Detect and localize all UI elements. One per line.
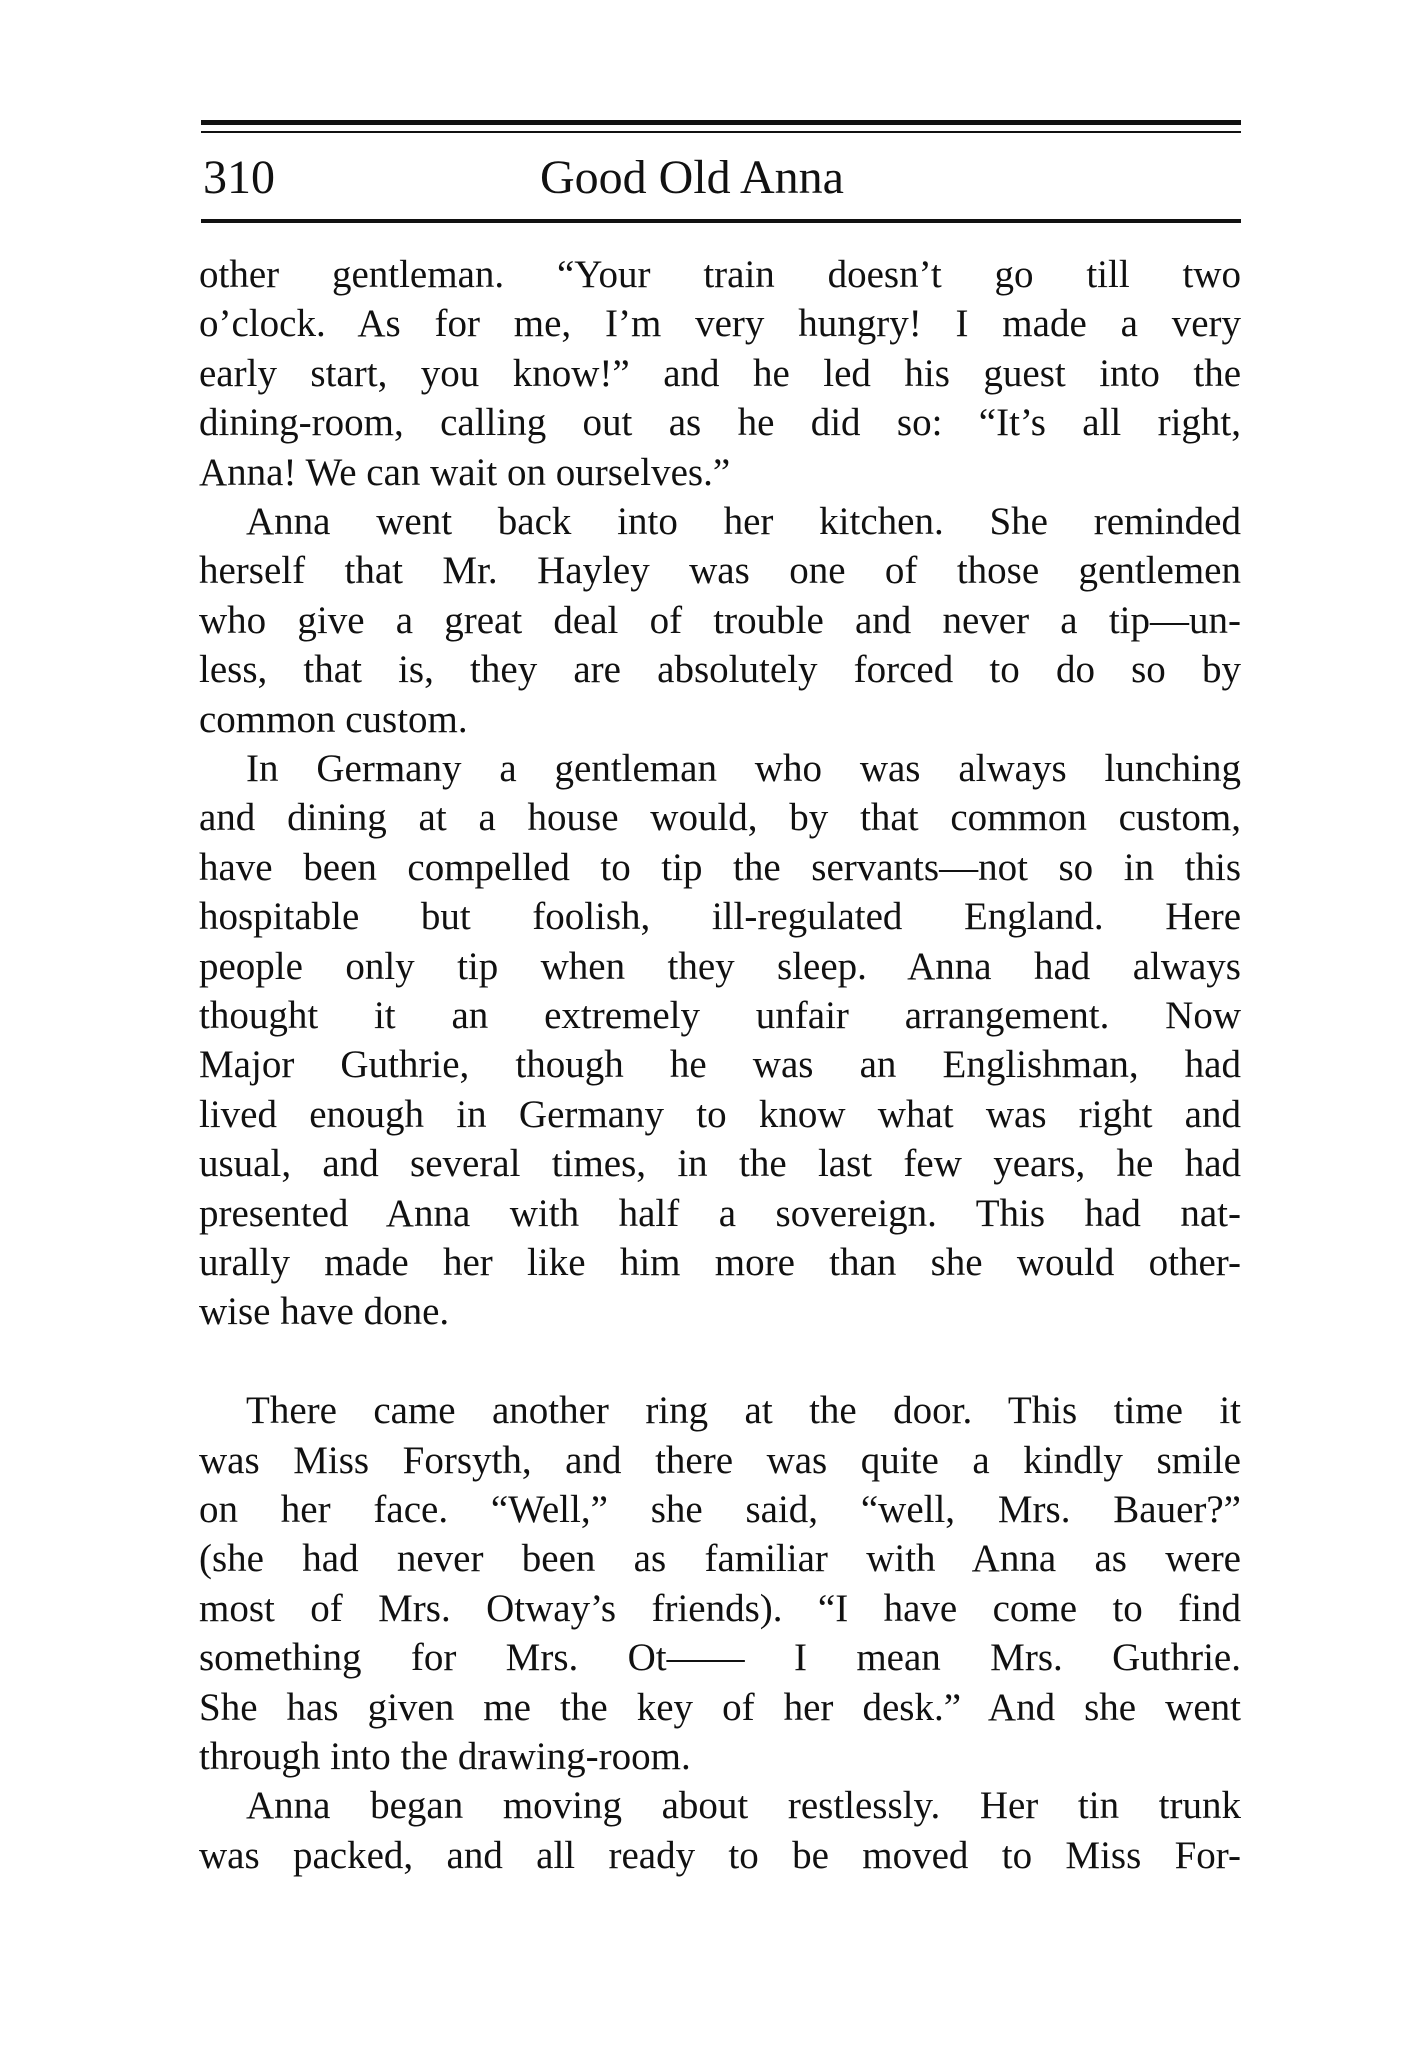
text-line: In Germany a gentleman who was always lunching [246,747,1241,790]
text-line: o’clock. As for me, I’m very hungry! I made a very [199,302,1241,346]
text-line: people only tip when they sleep. Anna had always [199,944,1241,988]
text-line: dining-room, calling out as he did so: “It’s all right, [199,401,1241,445]
text-line: and dining at a house would, by that common custom, [199,796,1241,840]
header-rule-thick [201,120,1241,125]
text-line: have been compelled to tip the servants—not so in this [199,845,1241,889]
text-line: urally made her like him more than she would other- [199,1241,1241,1284]
text-line: hospitable but foolish, ill-regulated England. Here [199,895,1241,939]
text-line: was packed, and all ready to be moved to Miss For- [199,1833,1241,1877]
header-rule-thin [201,131,1241,133]
text-line: usual, and several times, in the last few years, he had [199,1142,1241,1186]
text-line: Anna began moving about restlessly. Her tin trunk [246,1784,1241,1828]
header-underline [201,219,1241,223]
text-line: through into the drawing-room. [199,1735,691,1778]
text-line: early start, you know!” and he led his guest into the [199,351,1241,395]
text-line: Major Guthrie, though he was an Englishman, had [199,1043,1241,1087]
page-number: 310 [203,151,275,204]
running-title: Good Old Anna [540,151,844,204]
text-line: most of Mrs. Otway’s friends). “I have come to find [199,1586,1241,1630]
text-line: on her face. “Well,” she said, “well, Mrs. Bauer?” [199,1488,1241,1531]
text-line: was Miss Forsyth, and there was quite a kindly smile [199,1438,1241,1482]
text-line: thought it an extremely unfair arrangement. Now [199,994,1241,1037]
text-line: There came another ring at the door. This time it [246,1389,1241,1433]
text-line: herself that Mr. Hayley was one of those gentlemen [199,549,1241,593]
text-line: Anna went back into her kitchen. She reminded [246,500,1241,543]
text-line: She has given me the key of her desk.” And she went [199,1685,1241,1729]
text-line: who give a great deal of trouble and never a tip—un- [199,598,1241,642]
text-line: something for Mrs. Ot—— I mean Mrs. Guthrie. [199,1636,1241,1680]
text-line: lived enough in Germany to know what was right and [199,1092,1241,1136]
text-line: wise have done. [199,1290,450,1334]
text-line: presented Anna with half a sovereign. This had nat- [199,1191,1241,1235]
text-line: (she had never been as familiar with Anna as were [199,1537,1241,1581]
text-line: other gentleman. “Your train doesn’t go till two [199,253,1241,296]
text-line: less, that is, they are absolutely forced to do so by [199,648,1241,692]
text-line: Anna! We can wait on ourselves.” [199,450,731,494]
text-line: common custom. [199,697,468,741]
